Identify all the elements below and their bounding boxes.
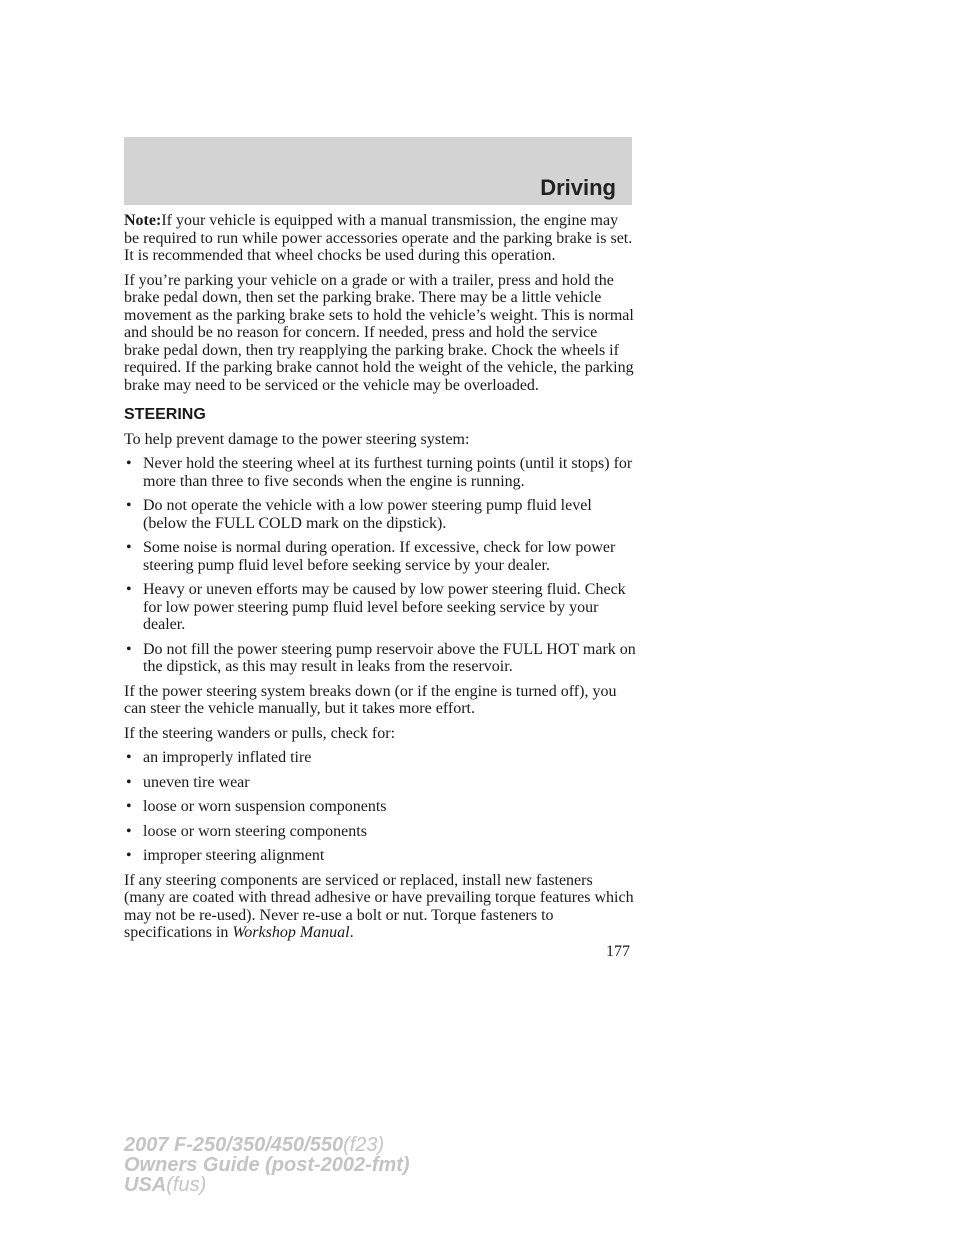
page-content [124,212,636,949]
bullet-icon: • [126,539,132,556]
breakdown-paragraph: If the power steering system breaks down (or if the engine is turned off), you can steer the vehicle manually, but it takes more effort. [124,682,617,717]
steering-heading: STEERING [124,406,206,423]
footer-line-3: USA(fus) [124,1174,207,1196]
bullet-icon: • [126,822,132,840]
list-item: • improper steering alignment [126,847,325,864]
workshop-manual-ref: Workshop Manual [232,924,350,941]
bullet-icon: • [126,581,132,598]
steering-bullet-list [124,455,636,676]
list-item: • loose or worn steering components [126,822,367,840]
section-title: Driving [540,175,616,200]
list-item: • Never hold the steering wheel at its furthest turning points (until it stops) for more than three to five seconds when the engine is running. [126,455,633,490]
note-paragraph [124,212,636,265]
bullet-icon: • [126,497,132,514]
list-item: • Do not operate the vehicle with a low power steering pump fluid level (below the FULL COLD mark on the dipstick). [126,497,592,532]
footer-line-2: Owners Guide (post-2002-fmt) [124,1154,410,1176]
note-text: If your vehicle is equipped with a manual transmission, the engine may be required to run while power accessories operate and the parking brake is set. It is recommended that wheel chocks be used during this operation. [124,212,633,264]
footer-line-1: 2007 F-250/350/450/550(f23) [124,1134,385,1156]
parking-paragraph: If you’re parking your vehicle on a grade or with a trailer, press and hold the brake pedal down, then set the parking brake. There may be a little vehicle movement as the parking brake sets to hold the vehicle’s weight. This is normal and should be no reason for concern. If needed, press and hold the service brake pedal down, then try reapplying the parking brake. Chock the wheels if required. If the parking brake cannot hold the weight of the vehicle, the parking brake may need to be serviced or the vehicle may be overloaded. [124,271,634,394]
list-item: • loose or worn suspension components [126,798,387,815]
bullet-icon: • [126,749,132,766]
bullet-icon: • [126,847,132,864]
list-item: • an improperly inflated tire [126,749,312,766]
bullet-icon: • [126,773,132,791]
bullet-icon: • [126,798,132,815]
list-item: • Heavy or uneven efforts may be caused by low power steering fluid. Check for low power steering pump fluid level before seeking service by your dealer. [126,581,626,633]
steering-intro: To help prevent damage to the power steering system: [124,430,470,448]
list-item: • Some noise is normal during operation. If excessive, check for low power steering pump fluid level before seeking service by your dealer. [126,539,616,574]
bullet-icon: • [126,455,132,472]
list-item: • Do not fill the power steering pump reservoir above the FULL HOT mark on the dipstick, as this may result in leaks from the reservoir. [126,640,636,675]
wander-intro: If the steering wanders or pulls, check for: [124,724,396,742]
footer-model-info [124,1135,410,1195]
note-label: Note: [124,212,162,229]
section-header-band [124,137,632,205]
bullet-icon: • [126,640,132,658]
list-item: • uneven tire wear [126,773,250,791]
fasteners-paragraph: If any steering components are serviced or replaced, install new fasteners (many are coated with thread adhesive or have prevailing torque features which may not be re-used). Never re-use a bolt or nut. Torque fasteners to specifications in Workshop Manual. [124,871,634,941]
page-number: 177 [606,943,630,960]
wander-bullet-list [124,749,636,865]
